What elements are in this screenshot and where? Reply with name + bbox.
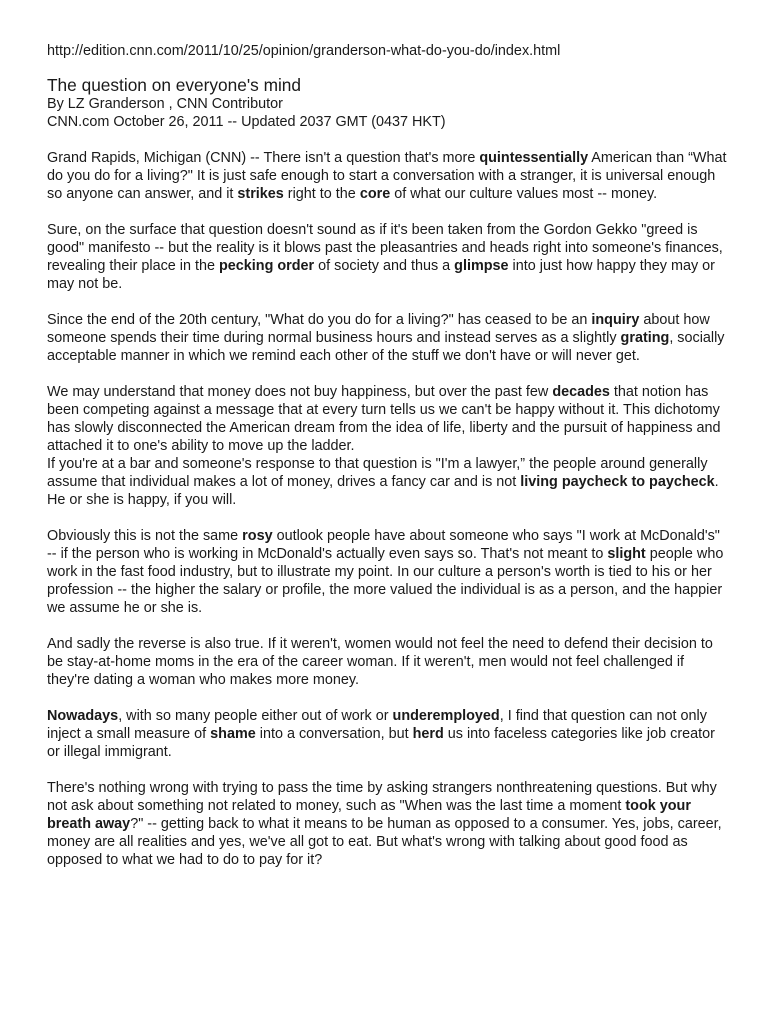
emphasis-text: Nowadays xyxy=(47,708,119,724)
emphasis-text: strikes xyxy=(237,186,284,202)
paragraph-text: . He or she is happy, if you will. xyxy=(47,474,719,508)
document-page xyxy=(47,42,727,887)
emphasis-text: underemployed xyxy=(392,708,500,724)
emphasis-text: rosy xyxy=(242,528,273,544)
emphasis-text: quintessentially xyxy=(479,150,589,166)
paragraph-text: Grand Rapids, Michigan (CNN) -- There isn't a question that's more xyxy=(47,150,480,166)
article-paragraph xyxy=(47,779,727,869)
paragraph-text: Sure, on the surface that question doesn't sound as if it's been taken from the Gordon Gekko "greed is good" manifesto -- but the reality is it blows past the pleasantries and heads right into someone's finances, revealing their place in the xyxy=(47,222,723,274)
paragraph-text: about how someone spends their time during normal business hours and instead serves as a slightly xyxy=(47,312,710,346)
paragraph-text: outlook people have about someone who says "I work at McDonald's" -- if the person who is working in McDonald's actually even says so. That's not meant to xyxy=(47,528,720,562)
emphasis-text: glimpse xyxy=(454,258,509,274)
article-paragraph xyxy=(47,635,727,689)
paragraph-text: Since the end of the 20th century, "What do you do for a living?" has ceased to be an xyxy=(47,312,592,328)
emphasis-text: grating xyxy=(620,330,670,346)
paragraph-text: Obviously this is not the same xyxy=(47,528,243,544)
paragraph-text: , socially acceptable manner in which we remind each other of the stuff we don't have or will never get. xyxy=(47,330,725,364)
paragraph-text: , I find that question can not only inject a small measure of xyxy=(47,708,707,742)
emphasis-text: living paycheck to paycheck xyxy=(520,474,715,490)
article-title: The question on everyone's mind xyxy=(47,75,302,95)
paragraph-text: ?" -- getting back to what it means to be human as opposed to a consumer. Yes, jobs, career, money are all realities and yes, we've all got to eat. But what's wrong with talking about good food as opposed to what we had to do to pay for it? xyxy=(47,816,722,868)
emphasis-text: shame xyxy=(210,726,256,742)
paragraph-text: We may understand that money does not buy happiness, but over the past few xyxy=(47,384,553,400)
paragraph-text: If you're at a bar and someone's response to that question is "I'm a lawyer,” the people around generally assume that individual makes a lot of money, drives a fancy car and is not xyxy=(47,456,708,490)
paragraph-text: people who work in the fast food industry, but to illustrate my point. In our culture a person's worth is tied to his or her profession -- the higher the salary or profile, the more valued the individual is as a person, and the happier we assume he or she is. xyxy=(47,546,724,616)
article-paragraph xyxy=(47,707,727,761)
article-paragraph xyxy=(47,455,727,509)
emphasis-text: slight xyxy=(607,546,646,562)
paragraph-text: of society and thus a xyxy=(314,258,455,274)
emphasis-text: pecking order xyxy=(219,258,315,274)
emphasis-text: decades xyxy=(552,384,610,400)
paragraph-text: , with so many people either out of work or xyxy=(118,708,393,724)
emphasis-text: core xyxy=(359,186,391,202)
dateline: CNN.com October 26, 2011 -- Updated 2037 GMT (0437 HKT) xyxy=(47,114,446,130)
emphasis-text: herd xyxy=(412,726,444,742)
paragraph-text: And sadly the reverse is also true. If it weren't, women would not feel the need to defend their decision to be stay-at-home moms in the era of the career woman. If it weren't, men would not feel challenged if they're dating a woman who makes more money. xyxy=(47,636,713,688)
emphasis-text: took your breath away xyxy=(47,798,691,832)
byline: By LZ Granderson , CNN Contributor xyxy=(47,96,283,112)
paragraph-text: us into faceless categories like job creator or illegal immigrant. xyxy=(47,726,715,760)
paragraph-text: There's nothing wrong with trying to pass the time by asking strangers nonthreatening questions. But why not ask about something not related to money, such as "When was the last time a moment xyxy=(47,780,717,814)
source-url: http://edition.cnn.com/2011/10/25/opinion/granderson-what-do-you-do/index.html xyxy=(47,43,561,59)
emphasis-text: inquiry xyxy=(591,312,640,328)
article-paragraph xyxy=(47,527,727,617)
article-paragraph xyxy=(47,383,727,455)
paragraph-text: right to the xyxy=(283,186,360,202)
paragraph-text: American than “What do you do for a living?" It is just safe enough to start a conversation with a stranger, it is universal enough so anyone can answer, and it xyxy=(47,150,727,202)
article-paragraph xyxy=(47,311,727,365)
paragraph-text: of what our culture values most -- money. xyxy=(390,186,658,202)
article-body xyxy=(47,149,727,869)
paragraph-text: that notion has been competing against a message that at every turn tells us we can't be happy without it. This dichotomy has slowly disconnected the American dream from the idea of life, liberty and the pursuit of happiness and attached it to one's ability to move up the ladder. xyxy=(47,384,721,454)
article-paragraph xyxy=(47,221,727,293)
article-paragraph xyxy=(47,149,727,203)
paragraph-text: into a conversation, but xyxy=(255,726,413,742)
paragraph-text: into just how happy they may or may not be. xyxy=(47,258,715,292)
